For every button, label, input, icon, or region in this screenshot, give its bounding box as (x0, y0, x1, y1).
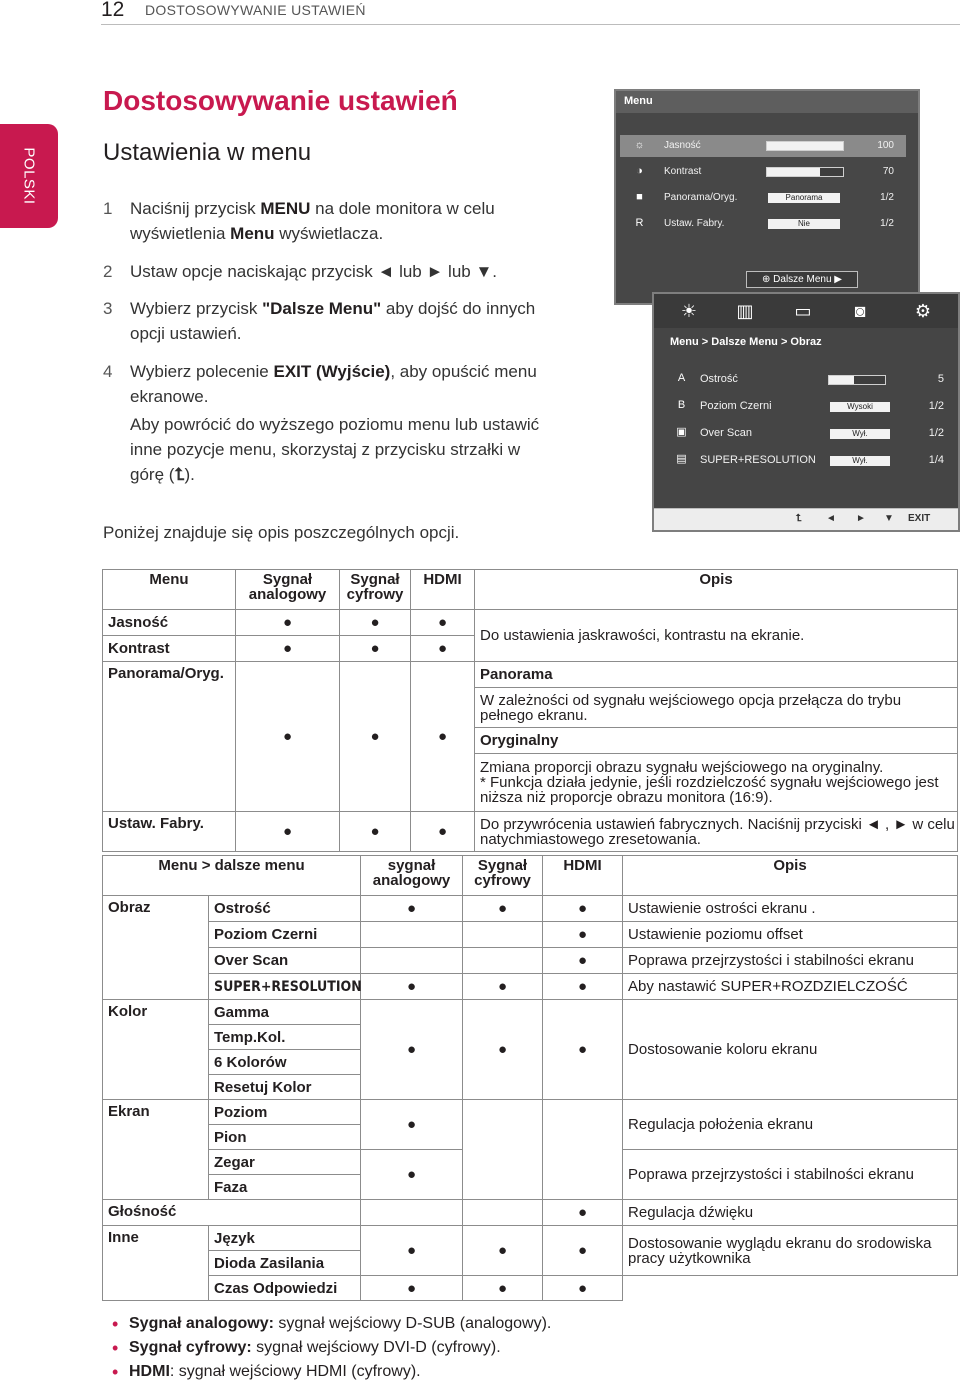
support-dot: ● (463, 1226, 543, 1276)
left-arrow-icon[interactable]: ◄ (826, 513, 836, 524)
table-header: Sygnał cyfrowy (463, 856, 543, 896)
menu-item-name: Ostrość (209, 896, 361, 922)
option-description: Poprawa przejrzystości i stabilności ekranu (623, 948, 958, 974)
step-number: 1 (103, 199, 113, 218)
osd-row-value: 1/2 (880, 192, 894, 203)
osd-option-value[interactable]: Panorama (768, 193, 840, 203)
black-level-icon: B (677, 399, 686, 411)
super-resolution-icon: ▤ (676, 453, 687, 465)
option-description: Do przywrócenia ustawień fabrycznych. Naciśnij przyciski ◄ , ► w celu natychmiastowego zresetowania. (475, 812, 958, 852)
more-menu-table (102, 855, 958, 1301)
settings-tab-icon[interactable]: ⚙ (914, 301, 932, 321)
support-dot: ● (361, 1276, 463, 1301)
option-description: Dostosowanie koloru ekranu (623, 1000, 958, 1100)
support-dot: ● (463, 1276, 543, 1301)
step-number: 4 (103, 362, 113, 381)
support-dot: ● (340, 610, 411, 636)
osd-option-value[interactable]: Nie (768, 219, 840, 229)
osd-main-header: Menu (616, 91, 918, 113)
intro-text: Poniżej znajduje się opis poszczególnych opcji. (103, 523, 460, 542)
osd-tab-bar (654, 294, 958, 328)
step-4-note: Aby powrócić do wyższego poziomu menu lub ustawić inne pozycje menu, skorzystaj z przycisku strzałki w górę (⮤). (130, 415, 540, 484)
support-dot: ● (463, 1000, 543, 1100)
option-description: Do ustawienia jaskrawości, kontrastu na ekranie. (475, 610, 958, 662)
table-header: HDMI (411, 570, 475, 610)
up-arrow-icon: ⮤ (174, 465, 185, 484)
osd-row[interactable] (620, 187, 906, 209)
menu-item-name: 6 Kolorów (209, 1050, 361, 1075)
osd-option-value[interactable]: Wysoki (830, 402, 890, 412)
osd-row-value: 1/4 (928, 454, 944, 466)
reset-icon: R (635, 217, 644, 229)
support-dot: ● (361, 1100, 463, 1150)
support-dot: ● (361, 896, 463, 922)
osd-row[interactable] (674, 424, 948, 444)
osd-row-value: 70 (882, 166, 894, 177)
osd-row[interactable] (620, 135, 906, 157)
osd-row-value: 100 (877, 140, 894, 151)
option-description: Poprawa przejrzystości i stabilności ekranu (623, 1150, 958, 1200)
support-dot: ● (340, 662, 411, 812)
category-name: Inne (103, 1226, 209, 1301)
support-dot: ● (236, 662, 340, 812)
menu-item-name: Faza (209, 1175, 361, 1200)
language-tab-label: POLSKI (20, 147, 38, 205)
option-subheading: Oryginalny (475, 728, 958, 754)
option-description: Ustawienie ostrości ekranu . (623, 896, 958, 922)
page-number: 12 (101, 0, 125, 21)
support-dot: ● (411, 812, 475, 852)
support-dot: ● (361, 1226, 463, 1276)
osd-row-label: Jasność (664, 140, 701, 151)
menu-item-name: Poziom Czerni (209, 922, 361, 948)
table-header: Opis (623, 856, 958, 896)
sharpness-icon: A (677, 372, 686, 384)
table-header: Sygnał analogowy (236, 570, 340, 610)
menu-options-table (102, 569, 958, 852)
osd-option-value[interactable]: Wył. (830, 456, 890, 466)
osd-breadcrumb: Menu > Dalsze Menu > Obraz (670, 336, 822, 348)
picture-tab-icon[interactable]: ☀ (680, 301, 698, 321)
category-name: Obraz (103, 896, 209, 1000)
osd-row-label: Panorama/Oryg. (664, 192, 738, 203)
osd-row-label: Poziom Czerni (700, 400, 772, 412)
osd-option-value[interactable]: Wył. (830, 429, 890, 439)
running-header: DOSTOSOWYWANIE USTAWIEŃ (145, 2, 366, 18)
up-arrow-icon[interactable]: ⮤ (796, 513, 802, 524)
more-menu-button[interactable]: ⊕ Dalsze Menu ▶ (746, 271, 858, 288)
category-name: Głośność (103, 1200, 361, 1226)
osd-row-value: 1/2 (928, 427, 944, 439)
menu-item-name: Kontrast (103, 636, 236, 662)
support-dot: ● (543, 1000, 623, 1100)
exit-button[interactable]: EXIT (908, 513, 931, 524)
step-text: Ustaw opcje naciskając przycisk ◄ lub ► lub ▼. (130, 262, 497, 281)
step-text: Naciśnij przycisk MENU na dole monitora w celu wyświetlenia Menu wyświetlacza. (130, 199, 495, 243)
support-dot: ● (543, 974, 623, 1000)
support-dot: ● (361, 1000, 463, 1100)
menu-item-name: Czas Odpowiedzi (209, 1276, 361, 1301)
menu-item-name: Poziom (209, 1100, 361, 1125)
menu-item-name: Pion (209, 1125, 361, 1150)
support-dot: ● (543, 896, 623, 922)
osd-main-menu (614, 89, 920, 305)
ratio-icon: ■ (636, 191, 643, 203)
support-dot: ● (236, 636, 340, 662)
option-description: Regulacja dźwięku (623, 1200, 958, 1226)
osd-row-label: Kontrast (664, 166, 702, 177)
option-description: W zależności od sygnału wejściowego opcja przełącza do trybu pełnego ekranu. (475, 688, 958, 728)
sun-icon: ☼ (634, 139, 645, 151)
signal-legend (112, 1312, 551, 1384)
legend-item: • HDMI: sygnał wejściowy HDMI (cyfrowy). (112, 1362, 421, 1382)
section-title: Ustawienia w menu (103, 139, 312, 166)
menu-item-name: Resetuj Kolor (209, 1075, 361, 1100)
color-tab-icon[interactable]: ▥ (736, 301, 754, 321)
option-description: Aby nastawić SUPER+ROZDZIELCZOŚĆ (623, 974, 958, 1000)
support-dot: ● (340, 812, 411, 852)
down-arrow-icon[interactable]: ▼ (884, 513, 894, 524)
support-dot: ● (543, 1200, 623, 1226)
table-header: Menu (103, 570, 236, 610)
osd-slider[interactable] (766, 167, 844, 177)
osd-row-value: 1/2 (880, 218, 894, 229)
contrast-icon: ◑ (636, 165, 643, 177)
table-header: Sygnał cyfrowy (340, 570, 411, 610)
support-dot: ● (543, 1276, 623, 1301)
osd-row[interactable] (674, 397, 948, 417)
table-header: Opis (475, 570, 958, 610)
support-dot: ● (543, 922, 623, 948)
osd-slider[interactable] (828, 375, 886, 385)
menu-item-name: Temp.Kol. (209, 1025, 361, 1050)
osd-row[interactable] (674, 370, 948, 390)
support-dot: ● (411, 662, 475, 812)
osd-row-label: Over Scan (700, 427, 752, 439)
osd-row[interactable] (620, 161, 906, 183)
display-tab-icon[interactable]: ▭ (794, 301, 812, 321)
support-dot: ● (543, 948, 623, 974)
osd-row-label: Ustaw. Fabry. (664, 218, 725, 229)
option-subheading: Panorama (475, 662, 958, 688)
menu-item-name: Gamma (209, 1000, 361, 1025)
support-dot: ● (340, 636, 411, 662)
step-number: 3 (103, 299, 113, 318)
category-name: Kolor (103, 1000, 209, 1100)
menu-item-name: Dioda Zasilania (209, 1251, 361, 1276)
legend-item: • Sygnał cyfrowy: sygnał wejściowy DVI-D (cyfrowy). (112, 1338, 501, 1358)
osd-row-label: Ostrość (700, 373, 738, 385)
table-header: sygnał analogowy (361, 856, 463, 896)
table-header: Menu > dalsze menu (103, 856, 361, 896)
volume-tab-icon[interactable]: ◙ (854, 301, 866, 321)
option-description: Ustawienie poziomu offset (623, 922, 958, 948)
osd-row[interactable] (620, 213, 906, 235)
option-description: Zmiana proporcji obrazu sygnału wejściowego na oryginalny. * Funkcja działa jedynie, jeśli rozdzielczość sygnału wejściowego jest niższa niż proporcje obrazu monitora (16:9). (475, 754, 958, 812)
support-dot: ● (463, 896, 543, 922)
category-name: Ekran (103, 1100, 209, 1200)
osd-row[interactable] (674, 451, 948, 471)
right-arrow-icon[interactable]: ► (856, 513, 866, 524)
menu-item-name: Język (209, 1226, 361, 1251)
option-description: Dostosowanie wyglądu ekranu do srodowiska pracy użytkownika (623, 1226, 958, 1276)
menu-item-name: Jasność (103, 610, 236, 636)
language-tab (0, 124, 58, 228)
table-header: HDMI (543, 856, 623, 896)
menu-item-name: Ustaw. Fabry. (103, 812, 236, 852)
osd-row-value: 5 (937, 373, 944, 385)
support-dot: ● (361, 1150, 463, 1200)
menu-item-name: Zegar (209, 1150, 361, 1175)
menu-item-name: SUPER+RESOLUTION (209, 974, 361, 1000)
header-divider (101, 24, 960, 25)
step-number: 2 (103, 262, 113, 281)
support-dot: ● (411, 636, 475, 662)
osd-button-bar (654, 508, 958, 530)
page-title: Dostosowywanie ustawień (103, 85, 458, 116)
osd-row-value: 1/2 (928, 400, 944, 412)
legend-item: • Sygnał analogowy: sygnał wejściowy D-SUB (analogowy). (112, 1314, 552, 1334)
support-dot: ● (411, 610, 475, 636)
osd-slider[interactable] (766, 141, 844, 151)
support-dot: ● (361, 974, 463, 1000)
osd-more-menu (652, 292, 960, 532)
overscan-icon: ▣ (676, 426, 687, 438)
support-dot: ● (463, 974, 543, 1000)
step-text: Wybierz przycisk "Dalsze Menu" aby dojść do innych opcji ustawień. (130, 299, 536, 343)
osd-row-label: SUPER+RESOLUTION (700, 454, 816, 466)
support-dot: ● (236, 610, 340, 636)
menu-item-name: Over Scan (209, 948, 361, 974)
support-dot: ● (543, 1226, 623, 1276)
option-description: Regulacja położenia ekranu (623, 1100, 958, 1150)
step-text: Wybierz polecenie EXIT (Wyjście), aby opuścić menu ekranowe. (130, 362, 537, 406)
menu-item-name: Panorama/Oryg. (103, 662, 236, 812)
support-dot: ● (236, 812, 340, 852)
